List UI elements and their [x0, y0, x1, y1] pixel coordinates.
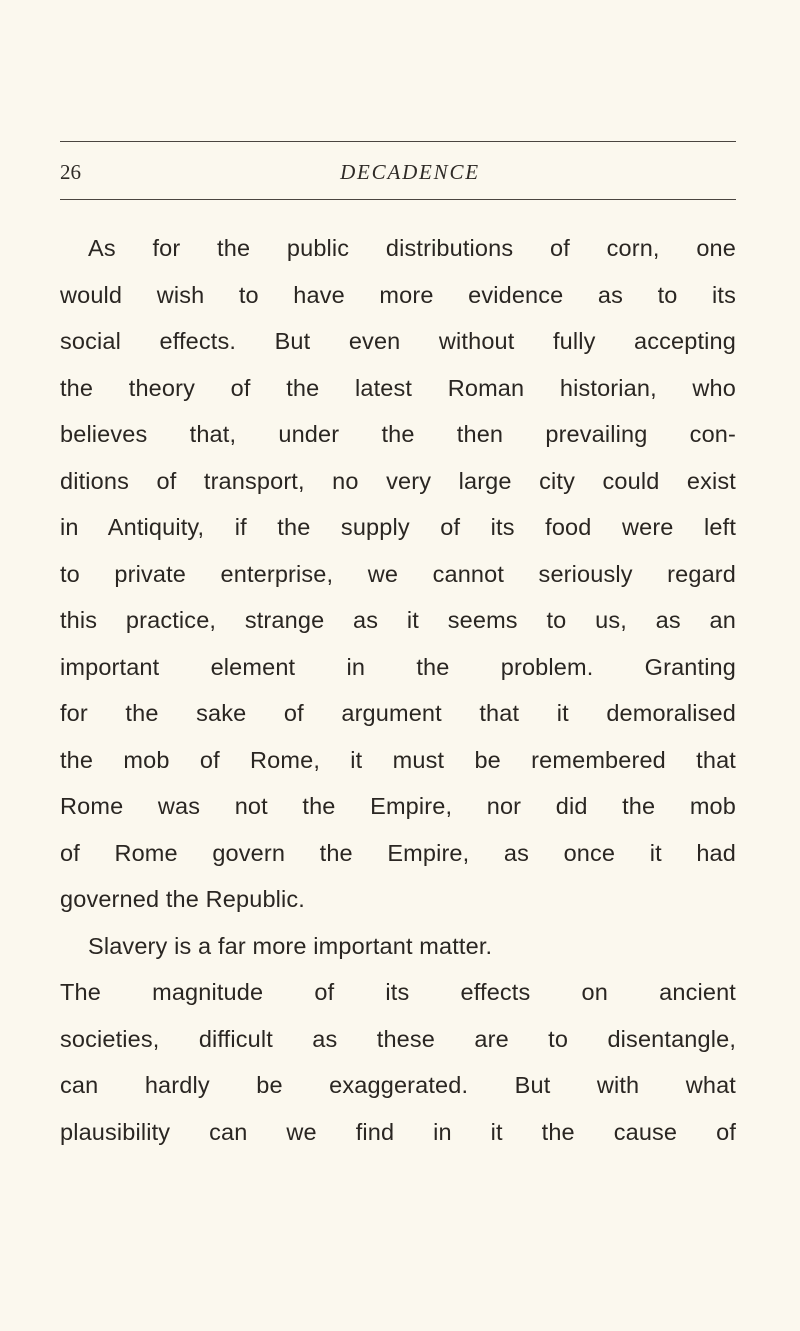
- text-line: would wish to have more evidence as to its: [60, 281, 736, 308]
- running-title: DECADENCE: [340, 160, 480, 184]
- page-header: [60, 156, 736, 188]
- text-line: As for the public distributions of corn, one: [88, 235, 736, 261]
- body-text: [60, 225, 736, 1155]
- text-line: Slavery is a far more important matter.: [88, 932, 493, 959]
- text-line: for the sake of argument that it demoralised: [60, 700, 736, 726]
- page-number: 26: [60, 160, 81, 184]
- text-line: ditions of transport, no very large city could exist: [60, 467, 736, 494]
- text-line: to private enterprise, we cannot seriously regard: [60, 560, 736, 587]
- text-line: The magnitude of its effects on ancient: [60, 979, 736, 1005]
- text-line: governed the Republic.: [60, 886, 305, 912]
- text-line: this practice, strange as it seems to us, as an: [60, 607, 736, 633]
- text-line: important element in the problem. Granting: [60, 653, 736, 680]
- text-line: believes that, under the then prevailing con-: [60, 421, 736, 447]
- text-line: societies, difficult as these are to disentangle,: [60, 1025, 736, 1052]
- paragraph-corn-distributions: [60, 225, 736, 923]
- text-line: the theory of the latest Roman historian, who: [60, 374, 736, 401]
- text-line: Rome was not the Empire, nor did the mob: [60, 793, 736, 819]
- header-bottom-rule: [60, 199, 736, 200]
- text-line: social effects. But even without fully accepting: [60, 328, 736, 354]
- header-top-rule: [60, 141, 736, 142]
- text-line: can hardly be exaggerated. But with what: [60, 1072, 736, 1098]
- text-line: in Antiquity, if the supply of its food were left: [60, 514, 736, 540]
- paragraph-slavery: [60, 923, 736, 1156]
- text-line: the mob of Rome, it must be remembered that: [60, 746, 736, 773]
- text-line: plausibility can we find in it the cause of: [60, 1118, 736, 1145]
- text-line: of Rome govern the Empire, as once it had: [60, 839, 736, 866]
